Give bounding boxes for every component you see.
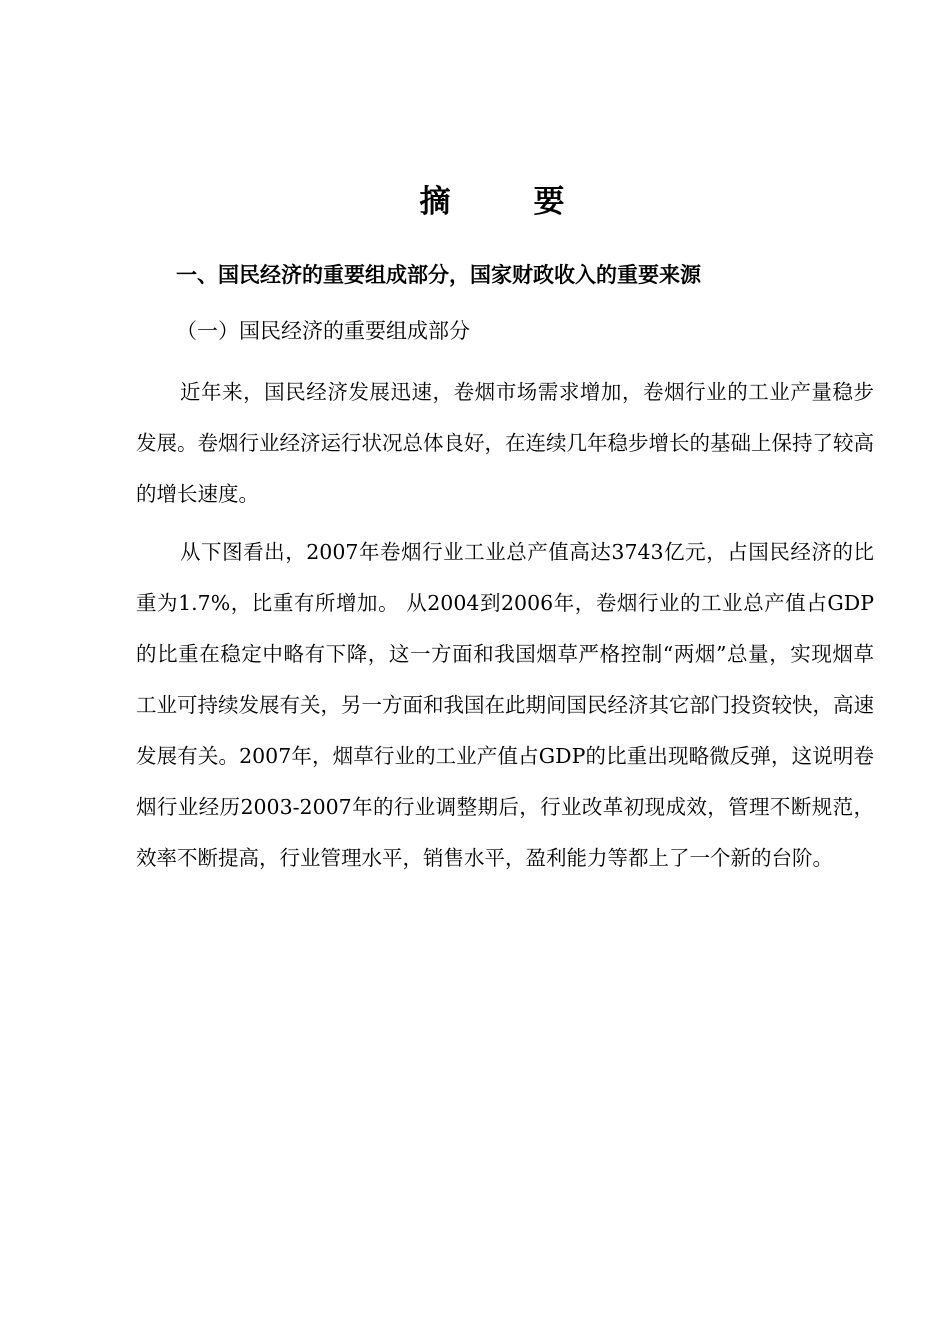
body-paragraph-1: 近年来，国民经济发展迅速，卷烟市场需求增加，卷烟行业的工业产量稳步发展。卷烟行业经济运行状况总体良好，在连续几年稳步增长的基础上保持了较高的增长速度。: [136, 380, 874, 506]
body-paragraph-2: 从下图看出，2007年卷烟行业工业总产值高达3743亿元，占国民经济的比重为1.7%，比重有所增加。 从2004到2006年，卷烟行业的工业总产值占GDP的比重在稳定中略有下降，这一方面和我国烟草严格控制“两烟”总量，实现烟草工业可持续发展有关，另一方面和我国在此期间国民经济其它部门投资较快，高速发展有关。2007年，烟草行业的工业产值占GDP的比重出现略微反弹，这说明卷烟行业经历2003-2007年的行业调整期后，行业改革初现成效，管理不断规范，效率不断提高，行业管理水平，销售水平，盈利能力等都上了一个新的台阶。: [136, 540, 874, 870]
section-heading: 一、国民经济的重要组成部分，国家财政收入的重要来源: [176, 263, 701, 287]
page-title: 摘 要: [419, 184, 591, 220]
subsection-heading: （一）国民经济的重要组成部分: [176, 319, 470, 343]
